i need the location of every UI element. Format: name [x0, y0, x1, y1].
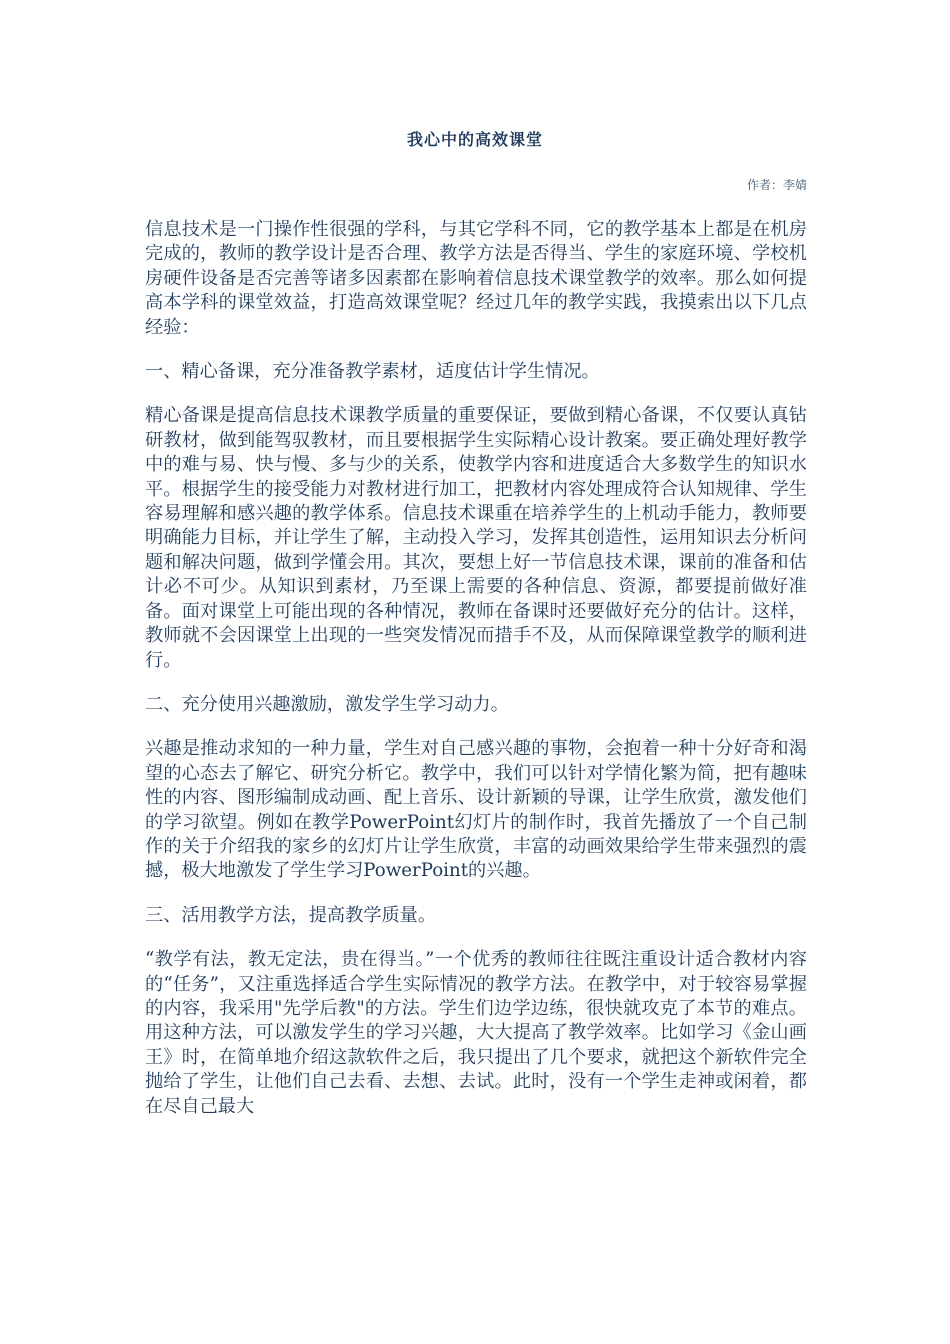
section-heading-2: 二、充分使用兴趣激励，激发学生学习动力。 [145, 693, 509, 715]
document-body [145, 218, 807, 1139]
section-heading-1: 一、精心备课，充分准备教学素材，适度估计学生情况。 [145, 361, 600, 383]
section-heading-3: 三、活用教学方法，提高教学质量。 [145, 904, 437, 926]
paragraph-section-1: 精心备课是提高信息技术课教学质量的重要保证，要做到精心备课，不仅要认真钻研教材，做到能驾驭教材，而且要根据学生实际精心设计教案。要正确处理好教学中的难与易、快与慢、多与少的关系，使教学内容和进度适合大多数学生的知识水平。根据学生的接受能力对教材进行加工，把教材内容处理成符合认知规律、学生容易理解和感兴趣的教学体系。信息技术课重在培养学生的上机动手能力，教师要明确能力目标，并让学生了解，主动投入学习，发挥其创造性，运用知识去分析问题和解决问题，做到学懂会用。其次，要想上好一节信息技术课，课前的准备和估计必不可少。从知识到素材，乃至课上需要的各种信息、资源，都要提前做好准备。面对课堂上可能出现的各种情况，教师在备课时还要做好充分的估计。这样，教师就不会因课堂上出现的一些突发情况而措手不及，从而保障课堂教学的顺利进行。 [145, 405, 807, 671]
paragraph-section-2: 兴趣是推动求知的一种力量，学生对自己感兴趣的事物，会抱着一种十分好奇和渴望的心态去了解它、研究分析它。教学中，我们可以针对学情化繁为简，把有趣味性的内容、图形编制成动画、配上音乐、设计新颖的导课，让学生欣赏，激发他们的学习欲望。例如在教学PowerPoint幻灯片的制作时，我首先播放了一个自己制作的关于介绍我的家乡的幻灯片让学生欣赏，丰富的动画效果给学生带来强烈的震撼，极大地激发了学生学习PowerPoint的兴趣。 [145, 738, 807, 882]
paragraph-section-3: “教学有法，教无定法，贵在得当。”一个优秀的教师往往既注重设计适合教材内容的“任务”，又注重选择适合学生实际情况的教学方法。在教学中，对于较容易掌握的内容，我采用"先学后教"的方法。学生们边学边练，很快就攻克了本节的难点。用这种方法，可以激发学生的学习兴趣，大大提高了教学效率。比如学习《金山画王》时，在简单地介绍这款软件之后，我只提出了几个要求，就把这个新软件完全抛给了学生，让他们自己去看、去想、去试。此时，没有一个学生走神或闲着，都在尽自己最大 [145, 949, 807, 1117]
paragraph-intro: 信息技术是一门操作性很强的学科，与其它学科不同，它的教学基本上都是在机房完成的，教师的教学设计是否合理、教学方法是否得当、学生的家庭环境、学校机房硬件设备是否完善等诸多因素都在影响着信息技术课堂教学的效率。那么如何提高本学科的课堂效益，打造高效课堂呢？经过几年的教学实践，我摸索出以下几点经验： [145, 219, 807, 338]
document-author: 作者：李婧 [746, 178, 807, 192]
document-title: 我心中的高效课堂 [406, 130, 543, 149]
